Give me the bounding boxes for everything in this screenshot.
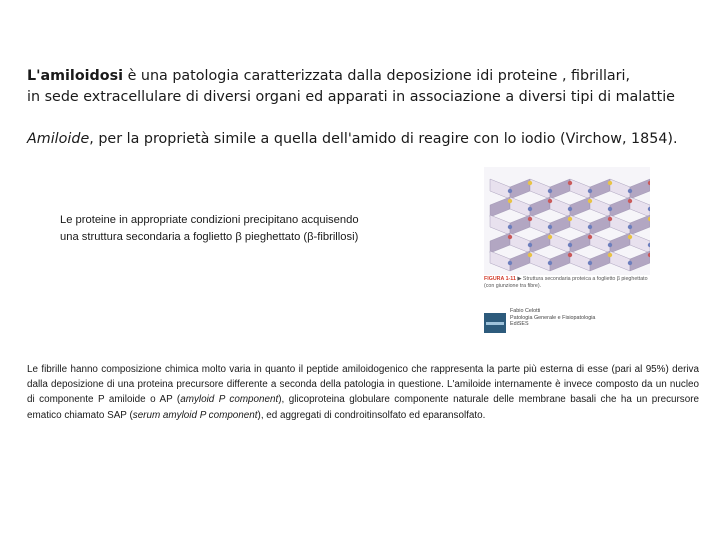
fibrille-text-3: ), ed aggregati di condroitinsolfato ed eparansolfato.: [257, 409, 486, 421]
sheet-atom: [548, 189, 552, 193]
beta-sheet-figure: [484, 167, 650, 337]
amiloide-definition: [27, 129, 707, 150]
sheet-atom: [528, 207, 532, 211]
sheet-atom: [608, 243, 612, 247]
intro-line-1-rest: è una patologia caratterizzata dalla deposizione idi proteine , fibrillari,: [123, 68, 631, 84]
sheet-atom: [588, 235, 592, 239]
sheet-atom: [628, 261, 632, 265]
sheet-atom: [628, 225, 632, 229]
intro-line-2: in sede extracellulare di diversi organi ed apparati in associazione a diversi tipi di malattie: [27, 89, 675, 105]
sheet-atom: [608, 253, 612, 257]
sheet-atom: [588, 225, 592, 229]
fibrille-text-2: ), glicoproteina globulare componente naturale delle membrane basali che ha un precursore ematico chiamato SAP (: [27, 394, 699, 421]
fibrille-italic-1: amyloid P component: [180, 394, 279, 406]
sheet-atom: [528, 181, 532, 185]
sheet-atom: [528, 243, 532, 247]
book-reference: [510, 308, 640, 328]
sheet-atom: [608, 181, 612, 185]
intro-line-1: [27, 66, 707, 87]
fibrille-paragraph: [27, 362, 699, 423]
sheet-atom: [568, 253, 572, 257]
sheet-atom: [588, 189, 592, 193]
sheet-atom: [508, 261, 512, 265]
proteine-note: [60, 212, 440, 246]
sheet-atom: [528, 217, 532, 221]
sheet-atom: [588, 261, 592, 265]
amiloide-term: Amiloide: [27, 131, 90, 147]
sheet-atom: [508, 225, 512, 229]
figure-caption-text: ▶ Struttura secondaria proteica a foglietto β pieghettato (con giunzione tra fibre).: [484, 276, 648, 289]
sheet-atom: [568, 217, 572, 221]
book-cover-band: [486, 322, 504, 325]
book-title: Patologia Generale e Fisiopatologia: [510, 314, 596, 321]
sheet-atom: [508, 235, 512, 239]
figure-label: FIGURA 1-11: [484, 276, 516, 282]
sheet-atom: [608, 217, 612, 221]
sheet-atom: [508, 199, 512, 203]
sheet-atom: [548, 225, 552, 229]
fibrille-italic-2: serum amyloid P component: [132, 409, 258, 421]
proteine-line-2: una struttura secondaria a foglietto β pieghettato (β-fibrillosi): [60, 231, 359, 243]
sheet-atom: [568, 243, 572, 247]
sheet-atom: [608, 207, 612, 211]
sheet-atom: [628, 199, 632, 203]
beta-sheet-illustration: [484, 167, 650, 275]
sheet-atom: [568, 181, 572, 185]
sheet-atom: [568, 207, 572, 211]
figure-caption: [484, 276, 650, 289]
book-cover-thumbnail: [484, 313, 506, 333]
sheet-atom: [628, 189, 632, 193]
book-author: Fabio Celotti: [510, 308, 541, 314]
sheet-atom: [628, 235, 632, 239]
intro-paragraph: [27, 66, 707, 108]
sheet-atom: [588, 199, 592, 203]
sheet-atom: [548, 199, 552, 203]
fibrille-text-1: Le fibrille hanno composizione chimica molto varia in quanto il peptide amiloidogenico che rappresenta la parte più esterna di esse (pari al 95%) deriva dalla deposizione di una proteina precursore differente a seconda della patologia in questione. L'amiloide internamente è invece composto da un nucleo di componente P amiloide o AP (: [27, 364, 699, 406]
amiloide-definition-rest: , per la proprietà simile a quella dell'amido di reagire con lo iodio (Virchow, 1854).: [89, 131, 678, 147]
proteine-line-1: Le proteine in appropriate condizioni precipitano acquisendo: [60, 214, 359, 226]
sheet-atom: [528, 253, 532, 257]
sheet-atom: [508, 189, 512, 193]
sheet-atom: [548, 235, 552, 239]
sheet-atom: [548, 261, 552, 265]
intro-term: L'amiloidosi: [27, 68, 124, 84]
book-publisher: EdiSES: [510, 321, 529, 328]
